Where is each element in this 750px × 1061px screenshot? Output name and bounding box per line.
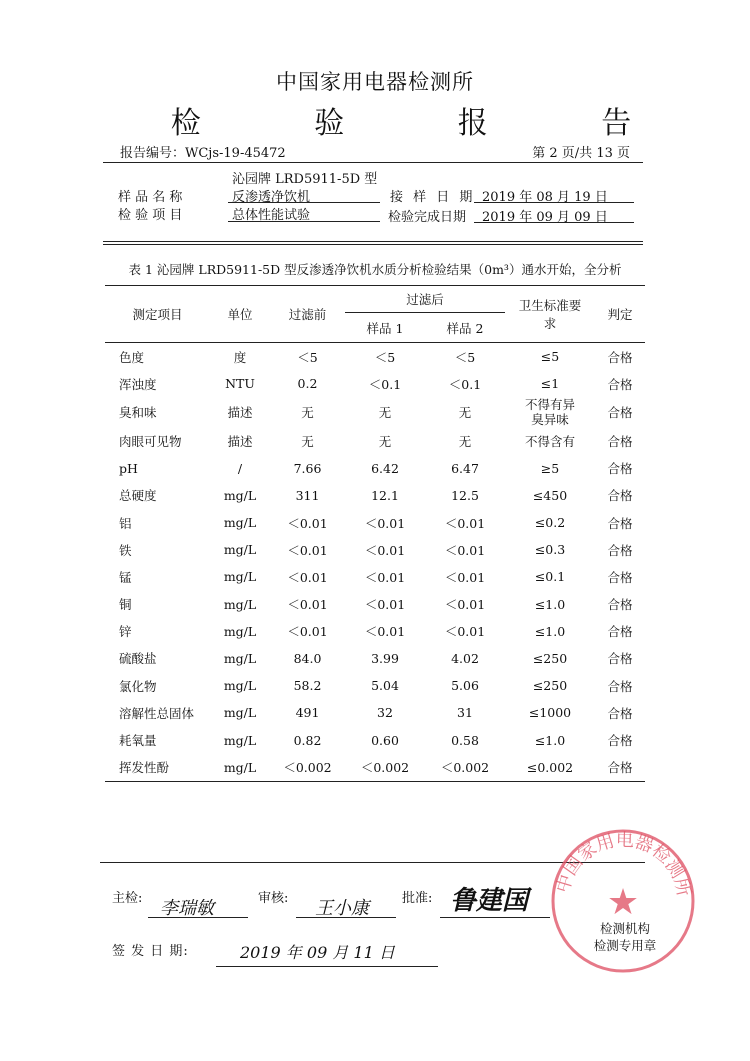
issue-date-underline bbox=[216, 966, 438, 967]
cell-verdict: 合格 bbox=[607, 488, 633, 504]
cell-s1: 无 bbox=[378, 405, 392, 421]
table-row bbox=[105, 699, 645, 726]
cell-before: ＜0.01 bbox=[287, 569, 328, 585]
approver-label: 批准: bbox=[402, 891, 433, 906]
cell-item: 臭和味 bbox=[119, 405, 157, 421]
cell-item: 色度 bbox=[119, 349, 145, 365]
cell-unit: mg/L bbox=[223, 542, 257, 558]
table-row bbox=[105, 563, 645, 590]
cell-verdict: 合格 bbox=[607, 624, 633, 640]
cell-before: ＜0.01 bbox=[287, 624, 328, 640]
cell-item: 浑浊度 bbox=[119, 376, 157, 392]
cell-before: 无 bbox=[301, 405, 314, 421]
reviewer-underline bbox=[296, 917, 396, 918]
table-row bbox=[105, 509, 645, 536]
test-item-underline bbox=[228, 221, 380, 222]
cell-s2: 无 bbox=[458, 405, 472, 421]
cell-unit: mg/L bbox=[223, 569, 257, 585]
cell-verdict: 合格 bbox=[607, 705, 633, 721]
cell-s2: 无 bbox=[458, 433, 472, 449]
cell-before: 0.82 bbox=[293, 732, 322, 748]
approver-signature: 鲁建国 bbox=[450, 886, 529, 916]
cell-item: 溶解性总固体 bbox=[119, 705, 195, 721]
cell-unit: mg/L bbox=[223, 678, 257, 694]
cell-s2: 6.47 bbox=[451, 460, 479, 476]
sample-name-line2: 反渗透净饮机 bbox=[232, 190, 311, 205]
cell-item: 挥发性酚 bbox=[119, 760, 170, 776]
cell-verdict: 合格 bbox=[607, 515, 633, 531]
sample-name-underline bbox=[228, 202, 380, 203]
inspector-label: 主检: bbox=[112, 891, 143, 906]
cell-s2: ＜0.01 bbox=[444, 542, 486, 558]
table-row bbox=[105, 343, 645, 371]
cell-before: ＜0.01 bbox=[287, 542, 328, 558]
cell-s1: 32 bbox=[377, 705, 393, 721]
cell-item: 铝 bbox=[119, 515, 132, 531]
cell-std: ≤0.1 bbox=[534, 569, 566, 585]
cell-s1: ＜0.01 bbox=[364, 515, 406, 531]
table-row bbox=[105, 754, 645, 782]
cell-verdict: 合格 bbox=[607, 733, 633, 749]
cell-s1: ＜0.01 bbox=[364, 569, 406, 585]
col-header-sample1: 样品 1 bbox=[345, 313, 425, 343]
cell-s2: ＜0.1 bbox=[448, 376, 482, 392]
stamp-note-line1: 检测机构 bbox=[599, 921, 650, 936]
cell-before: ＜5 bbox=[297, 349, 318, 365]
completed-date-underline bbox=[474, 222, 634, 223]
cell-s1: 12.1 bbox=[371, 487, 399, 503]
stamp-note-line2: 检测专用章 bbox=[593, 938, 657, 953]
cell-unit: 度 bbox=[233, 349, 247, 365]
table-row bbox=[105, 397, 645, 427]
cell-item: 铜 bbox=[119, 597, 132, 613]
cell-s1: ＜5 bbox=[374, 349, 396, 365]
cell-std: ≤1.0 bbox=[534, 732, 566, 748]
results-table bbox=[105, 285, 645, 782]
report-title: 检 验 报 告 bbox=[170, 106, 684, 141]
cell-verdict: 合格 bbox=[607, 597, 633, 613]
test-item-value: 总体性能试验 bbox=[232, 208, 311, 223]
cell-unit: NTU bbox=[225, 376, 255, 392]
cell-verdict: 合格 bbox=[607, 569, 633, 585]
cell-std: ≤1.0 bbox=[534, 596, 566, 612]
info-divider bbox=[103, 241, 643, 242]
received-date-value: 2019 年 08 月 19 日 bbox=[482, 190, 608, 205]
cell-verdict: 合格 bbox=[607, 433, 633, 449]
cell-s1: ＜0.002 bbox=[360, 760, 410, 776]
cell-item: 总硬度 bbox=[119, 488, 157, 504]
cell-before: 58.2 bbox=[293, 678, 322, 694]
cell-std: ≤0.3 bbox=[534, 542, 566, 558]
table-row bbox=[105, 427, 645, 454]
cell-item: pH bbox=[119, 460, 138, 476]
cell-s2: ＜0.002 bbox=[440, 760, 490, 776]
cell-verdict: 合格 bbox=[607, 678, 633, 694]
cell-before: ＜0.002 bbox=[283, 760, 332, 776]
cell-before: ＜0.01 bbox=[287, 515, 328, 531]
cell-std: 不得含有 bbox=[524, 433, 575, 449]
sample-name-label: 样 品 名 称 bbox=[118, 190, 183, 205]
col-header-after: 过滤后 bbox=[345, 286, 505, 313]
issue-date-value: 2019 年 09 月 11 日 bbox=[240, 943, 395, 962]
cell-item: 锌 bbox=[119, 624, 132, 640]
svg-text:★: ★ bbox=[606, 882, 640, 923]
cell-s1: 3.99 bbox=[371, 650, 399, 666]
cell-item: 铁 bbox=[119, 542, 132, 558]
svg-text:中国家用电器检测所: 中国家用电器检测所 bbox=[552, 829, 695, 899]
cell-s1: 0.60 bbox=[371, 732, 399, 748]
info-divider-double bbox=[103, 244, 643, 245]
cell-before: 无 bbox=[301, 433, 314, 449]
cell-std: ≤1000 bbox=[528, 705, 572, 721]
cell-s2: 4.02 bbox=[451, 650, 479, 666]
cell-std: ≤0.002 bbox=[526, 759, 574, 775]
table-caption: 表 1 沁园牌 LRD5911-5D 型反渗透净饮机水质分析检验结果（0m³）通水开始，全分析 bbox=[128, 262, 622, 277]
col-header-standard: 卫生标准要求 bbox=[505, 286, 595, 343]
cell-unit: 描述 bbox=[227, 433, 253, 449]
cell-verdict: 合格 bbox=[607, 651, 633, 667]
col-header-verdict: 判定 bbox=[595, 286, 645, 343]
cell-std: ≤0.2 bbox=[534, 515, 566, 531]
cell-verdict: 合格 bbox=[607, 376, 633, 392]
cell-unit: mg/L bbox=[223, 487, 257, 503]
cell-s2: ＜0.01 bbox=[444, 569, 486, 585]
organization-name: 中国家用电器检测所 bbox=[276, 70, 474, 94]
cell-before: ＜0.01 bbox=[287, 597, 328, 613]
cell-s1: 6.42 bbox=[371, 460, 399, 476]
approver-underline bbox=[440, 917, 550, 918]
cell-s1: 无 bbox=[378, 433, 392, 449]
header-divider bbox=[103, 162, 643, 163]
cell-s1: ＜0.01 bbox=[364, 597, 406, 613]
cell-unit: mg/L bbox=[223, 705, 257, 721]
cell-item: 耗氧量 bbox=[119, 733, 157, 749]
cell-std: ≥5 bbox=[540, 460, 560, 476]
cell-unit: mg/L bbox=[223, 515, 257, 531]
cell-s2: ＜5 bbox=[454, 349, 476, 365]
cell-std: ≤450 bbox=[532, 487, 568, 503]
cell-s2: ＜0.01 bbox=[444, 515, 486, 531]
table-row bbox=[105, 370, 645, 397]
col-header-before: 过滤前 bbox=[270, 286, 345, 343]
table-row bbox=[105, 455, 645, 482]
col-header-item: 测定项目 bbox=[105, 286, 210, 343]
cell-item: 肉眼可见物 bbox=[119, 433, 182, 449]
cell-std: ≤5 bbox=[540, 349, 560, 365]
table-row bbox=[105, 618, 645, 645]
cell-item: 锰 bbox=[119, 569, 132, 585]
cell-s2: 12.5 bbox=[451, 487, 479, 503]
cell-std: ≤1 bbox=[540, 376, 560, 392]
cell-verdict: 合格 bbox=[607, 405, 633, 421]
cell-before: 7.66 bbox=[293, 460, 322, 476]
cell-before: 491 bbox=[295, 705, 320, 721]
cell-before: 0.2 bbox=[297, 376, 318, 392]
completed-date-label: 检验完成日期 bbox=[388, 210, 467, 225]
reviewer-signature: 王小康 bbox=[315, 898, 369, 919]
cell-verdict: 合格 bbox=[607, 461, 633, 477]
report-number: 报告编号：WCjs-19-45472 bbox=[120, 146, 286, 161]
table-row bbox=[105, 726, 645, 753]
received-date-label: 接 样 日 期 bbox=[390, 190, 476, 205]
table-row bbox=[105, 672, 645, 699]
cell-s1: ＜0.1 bbox=[368, 376, 402, 392]
cell-s2: 0.58 bbox=[451, 732, 479, 748]
table-row bbox=[105, 536, 645, 563]
cell-std: ≤250 bbox=[532, 650, 568, 666]
sample-name-line1: 沁园牌 LRD5911-5D 型 bbox=[232, 172, 378, 187]
cell-std: ≤250 bbox=[532, 678, 568, 694]
col-header-sample2: 样品 2 bbox=[425, 313, 505, 343]
cell-unit: mg/L bbox=[223, 732, 257, 748]
cell-unit: 描述 bbox=[227, 405, 253, 421]
inspector-signature: 李瑞敏 bbox=[160, 898, 214, 919]
cell-item: 硫酸盐 bbox=[119, 651, 157, 667]
test-item-label: 检 验 项 目 bbox=[118, 208, 183, 223]
table-row bbox=[105, 591, 645, 618]
issue-date-label: 签 发 日 期: bbox=[112, 944, 189, 959]
cell-s2: 31 bbox=[457, 705, 473, 721]
received-date-underline bbox=[474, 202, 634, 203]
cell-before: 311 bbox=[295, 487, 320, 503]
cell-before: 84.0 bbox=[293, 650, 322, 666]
cell-std: ≤1.0 bbox=[534, 623, 566, 639]
table-row bbox=[105, 645, 645, 672]
cell-verdict: 合格 bbox=[607, 542, 633, 558]
inspector-underline bbox=[148, 917, 248, 918]
cell-unit: mg/L bbox=[223, 596, 257, 612]
cell-s1: ＜0.01 bbox=[364, 542, 406, 558]
cell-s1: 5.04 bbox=[371, 678, 399, 694]
cell-unit: mg/L bbox=[223, 759, 257, 775]
cell-verdict: 合格 bbox=[607, 760, 633, 776]
cell-verdict: 合格 bbox=[607, 349, 633, 365]
cell-unit: / bbox=[237, 460, 243, 476]
cell-s1: ＜0.01 bbox=[364, 624, 406, 640]
completed-date-value: 2019 年 09 月 09 日 bbox=[482, 210, 608, 225]
cell-std: 不得有异臭异味 bbox=[524, 397, 575, 428]
reviewer-label: 审核: bbox=[258, 891, 289, 906]
stamp-note bbox=[560, 920, 690, 954]
table-row bbox=[105, 482, 645, 509]
cell-s2: ＜0.01 bbox=[444, 597, 486, 613]
cell-s2: ＜0.01 bbox=[444, 624, 486, 640]
cell-item: 氯化物 bbox=[119, 678, 157, 694]
cell-s2: 5.06 bbox=[451, 678, 479, 694]
cell-unit: mg/L bbox=[223, 623, 257, 639]
page-info: 第 2 页/共 13 页 bbox=[532, 146, 630, 161]
cell-unit: mg/L bbox=[223, 650, 257, 666]
col-header-unit: 单位 bbox=[210, 286, 270, 343]
